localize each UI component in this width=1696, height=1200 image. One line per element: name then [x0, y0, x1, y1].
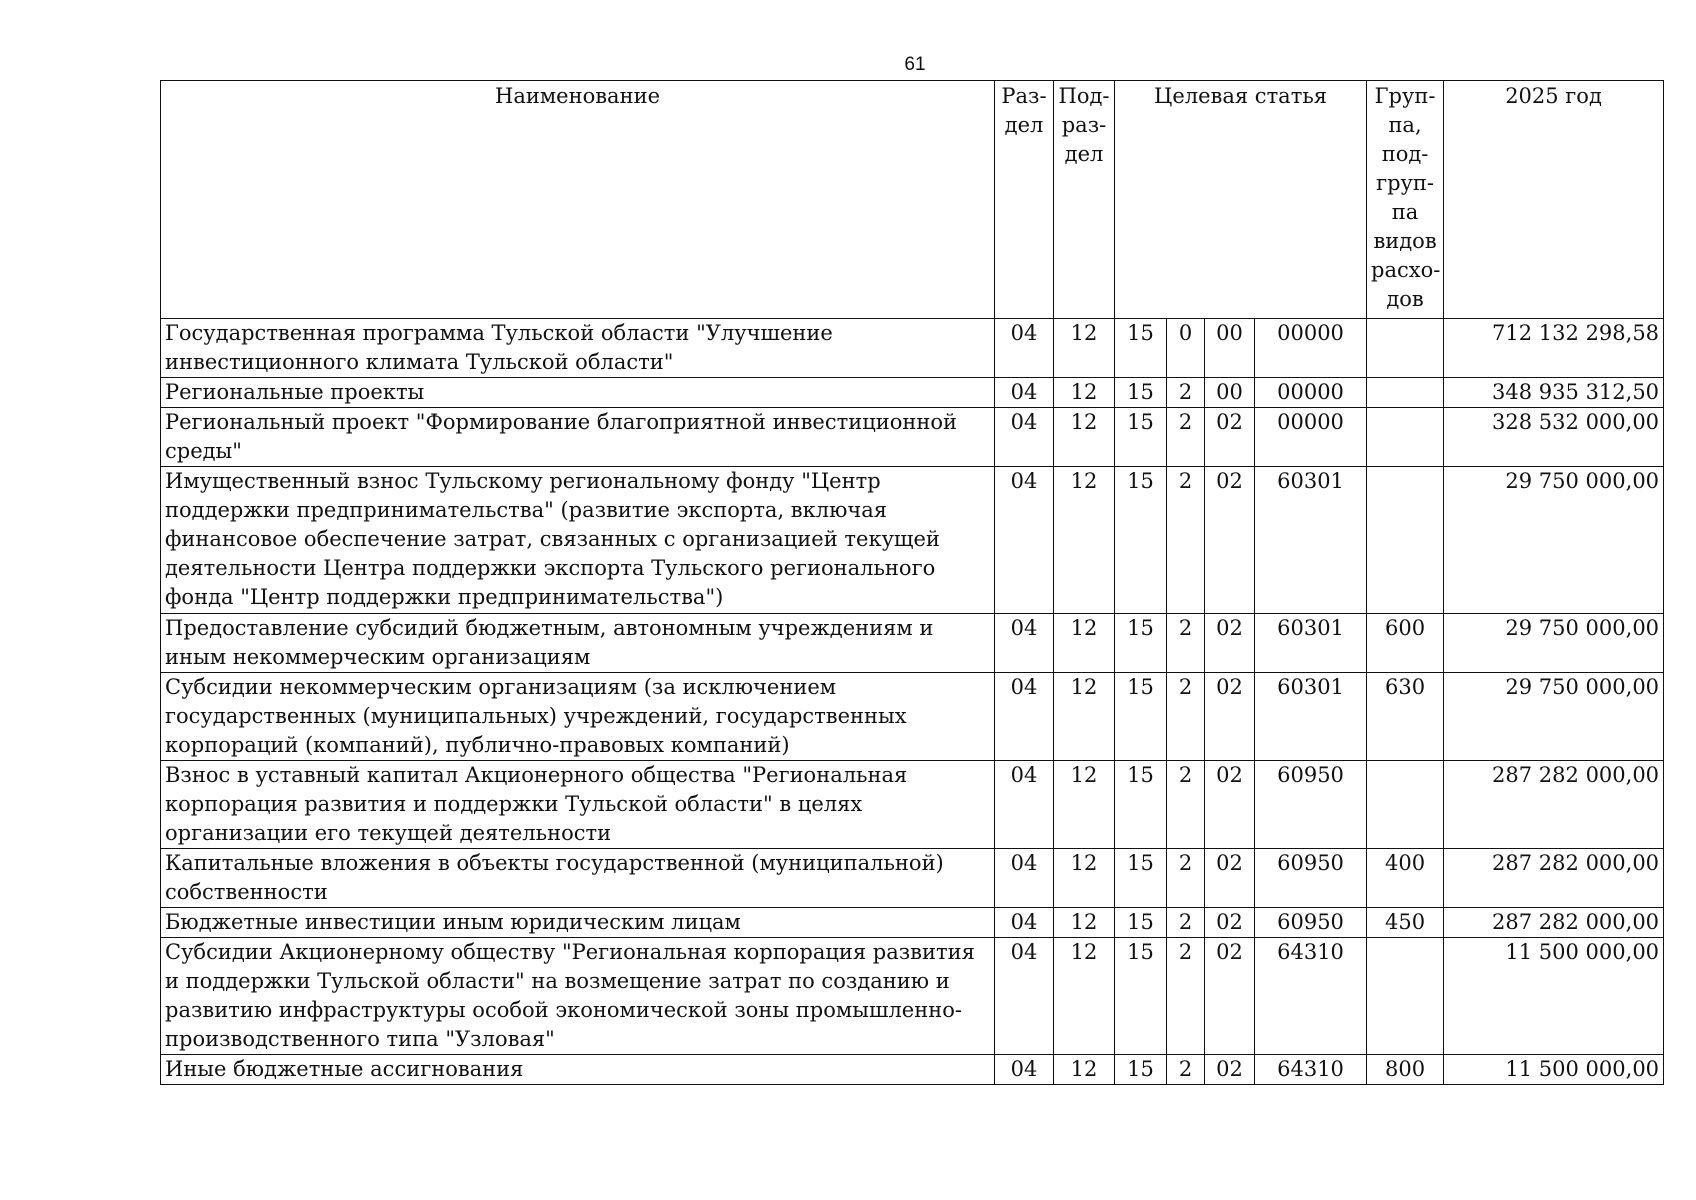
row-amount: 287 282 000,00: [1444, 761, 1664, 849]
row-expense-group: 600: [1367, 614, 1444, 673]
row-target-subprogram: 2: [1167, 761, 1205, 849]
row-razdel: 04: [995, 408, 1054, 467]
row-target-subprogram: 2: [1167, 908, 1205, 938]
row-target-program: 15: [1115, 614, 1167, 673]
row-podrazdel: 12: [1054, 378, 1115, 408]
row-expense-group: [1367, 408, 1444, 467]
row-expense-group: 400: [1367, 849, 1444, 908]
row-name: Капитальные вложения в объекты государственной (муниципальной) собственности: [161, 849, 995, 908]
row-target-event: 02: [1205, 908, 1255, 938]
row-expense-group: [1367, 467, 1444, 614]
row-target-direction: 60950: [1255, 849, 1367, 908]
table-row: [161, 908, 1664, 938]
row-podrazdel: 12: [1054, 761, 1115, 849]
header-podrazdel: Под- раз- дел: [1054, 81, 1115, 319]
row-target-program: 15: [1115, 408, 1167, 467]
row-podrazdel: 12: [1054, 319, 1115, 378]
row-razdel: 04: [995, 319, 1054, 378]
row-name: Субсидии Акционерному обществу "Региональная корпорация развития и поддержки Тульской области" на возмещение затрат по созданию и развитию инфраструктуры особой экономической зоны промышленно-производственного типа "Узловая": [161, 938, 995, 1055]
row-amount: 348 935 312,50: [1444, 378, 1664, 408]
row-name: Государственная программа Тульской области "Улучшение инвестиционного климата Тульской области": [161, 319, 995, 378]
row-razdel: 04: [995, 938, 1054, 1055]
row-name: Взнос в уставный капитал Акционерного общества "Региональная корпорация развития и поддержки Тульской области" в целях организации его текущей деятельности: [161, 761, 995, 849]
table-row: [161, 761, 1664, 849]
row-target-direction: 60301: [1255, 467, 1367, 614]
table-row: [161, 673, 1664, 761]
row-razdel: 04: [995, 1055, 1054, 1085]
row-target-direction: 00000: [1255, 319, 1367, 378]
row-amount: 29 750 000,00: [1444, 467, 1664, 614]
row-target-program: 15: [1115, 378, 1167, 408]
row-name: Региональный проект "Формирование благоприятной инвестиционной среды": [161, 408, 995, 467]
row-target-program: 15: [1115, 673, 1167, 761]
row-razdel: 04: [995, 908, 1054, 938]
row-expense-group: [1367, 319, 1444, 378]
page-number: 61: [904, 54, 926, 75]
row-target-direction: 64310: [1255, 938, 1367, 1055]
row-podrazdel: 12: [1054, 614, 1115, 673]
row-target-direction: 60950: [1255, 761, 1367, 849]
row-razdel: 04: [995, 614, 1054, 673]
row-target-subprogram: 2: [1167, 938, 1205, 1055]
row-podrazdel: 12: [1054, 673, 1115, 761]
row-target-event: 02: [1205, 938, 1255, 1055]
row-expense-group: [1367, 378, 1444, 408]
table-body: [161, 319, 1664, 1085]
row-razdel: 04: [995, 761, 1054, 849]
row-target-direction: 00000: [1255, 378, 1367, 408]
row-name: Бюджетные инвестиции иным юридическим лицам: [161, 908, 995, 938]
table-row: [161, 378, 1664, 408]
row-name: Субсидии некоммерческим организациям (за исключением государственных (муниципальных) учреждений, государственных корпораций (компаний), публично-правовых компаний): [161, 673, 995, 761]
table-row: [161, 319, 1664, 378]
row-amount: 29 750 000,00: [1444, 673, 1664, 761]
table-row: [161, 938, 1664, 1055]
row-target-program: 15: [1115, 1055, 1167, 1085]
row-razdel: 04: [995, 467, 1054, 614]
row-podrazdel: 12: [1054, 849, 1115, 908]
budget-table: [160, 80, 1664, 1085]
row-razdel: 04: [995, 673, 1054, 761]
row-amount: 11 500 000,00: [1444, 1055, 1664, 1085]
table-row: [161, 467, 1664, 614]
row-name: Региональные проекты: [161, 378, 995, 408]
row-target-event: 02: [1205, 849, 1255, 908]
row-target-direction: 60950: [1255, 908, 1367, 938]
row-podrazdel: 12: [1054, 908, 1115, 938]
row-target-program: 15: [1115, 849, 1167, 908]
row-name: Имущественный взнос Тульскому региональному фонду "Центр поддержки предпринимательства" (развитие экспорта, включая финансовое обеспечение затрат, связанных с организацией текущей деятельности Центра поддержки экспорта Тульского регионального фонда "Центр поддержки предпринимательства"): [161, 467, 995, 614]
row-target-subprogram: 2: [1167, 408, 1205, 467]
row-amount: 11 500 000,00: [1444, 938, 1664, 1055]
row-target-program: 15: [1115, 908, 1167, 938]
row-amount: 287 282 000,00: [1444, 849, 1664, 908]
header-razdel: Раз- дел: [995, 81, 1054, 319]
row-target-subprogram: 2: [1167, 849, 1205, 908]
table-row: [161, 408, 1664, 467]
row-amount: 328 532 000,00: [1444, 408, 1664, 467]
table-row: [161, 1055, 1664, 1085]
row-target-subprogram: 2: [1167, 467, 1205, 614]
row-target-program: 15: [1115, 319, 1167, 378]
row-target-event: 02: [1205, 408, 1255, 467]
row-target-event: 02: [1205, 673, 1255, 761]
header-target-article: Целевая статья: [1115, 81, 1367, 319]
row-target-subprogram: 0: [1167, 319, 1205, 378]
row-amount: 29 750 000,00: [1444, 614, 1664, 673]
row-expense-group: 450: [1367, 908, 1444, 938]
row-podrazdel: 12: [1054, 408, 1115, 467]
row-name: Иные бюджетные ассигнования: [161, 1055, 995, 1085]
row-amount: 287 282 000,00: [1444, 908, 1664, 938]
row-target-direction: 00000: [1255, 408, 1367, 467]
row-target-event: 02: [1205, 467, 1255, 614]
table-row: [161, 849, 1664, 908]
row-expense-group: 630: [1367, 673, 1444, 761]
row-target-direction: 64310: [1255, 1055, 1367, 1085]
row-podrazdel: 12: [1054, 467, 1115, 614]
row-amount: 712 132 298,58: [1444, 319, 1664, 378]
row-name: Предоставление субсидий бюджетным, автономным учреждениям и иным некоммерческим организациям: [161, 614, 995, 673]
row-target-subprogram: 2: [1167, 378, 1205, 408]
row-target-program: 15: [1115, 467, 1167, 614]
header-expense-group: Груп- па, под- груп- па видов расхо- дов: [1367, 81, 1444, 319]
row-razdel: 04: [995, 849, 1054, 908]
header-year: 2025 год: [1444, 81, 1664, 319]
row-razdel: 04: [995, 378, 1054, 408]
row-target-subprogram: 2: [1167, 1055, 1205, 1085]
header-name: Наименование: [161, 81, 995, 319]
row-target-event: 00: [1205, 378, 1255, 408]
row-expense-group: [1367, 938, 1444, 1055]
row-target-subprogram: 2: [1167, 614, 1205, 673]
row-target-direction: 60301: [1255, 673, 1367, 761]
row-podrazdel: 12: [1054, 938, 1115, 1055]
row-podrazdel: 12: [1054, 1055, 1115, 1085]
table-row: [161, 614, 1664, 673]
row-target-subprogram: 2: [1167, 673, 1205, 761]
row-target-direction: 60301: [1255, 614, 1367, 673]
row-target-event: 02: [1205, 1055, 1255, 1085]
row-target-event: 00: [1205, 319, 1255, 378]
row-target-event: 02: [1205, 761, 1255, 849]
row-target-program: 15: [1115, 761, 1167, 849]
header-row: [161, 81, 1664, 319]
row-target-program: 15: [1115, 938, 1167, 1055]
row-expense-group: 800: [1367, 1055, 1444, 1085]
row-target-event: 02: [1205, 614, 1255, 673]
row-expense-group: [1367, 761, 1444, 849]
